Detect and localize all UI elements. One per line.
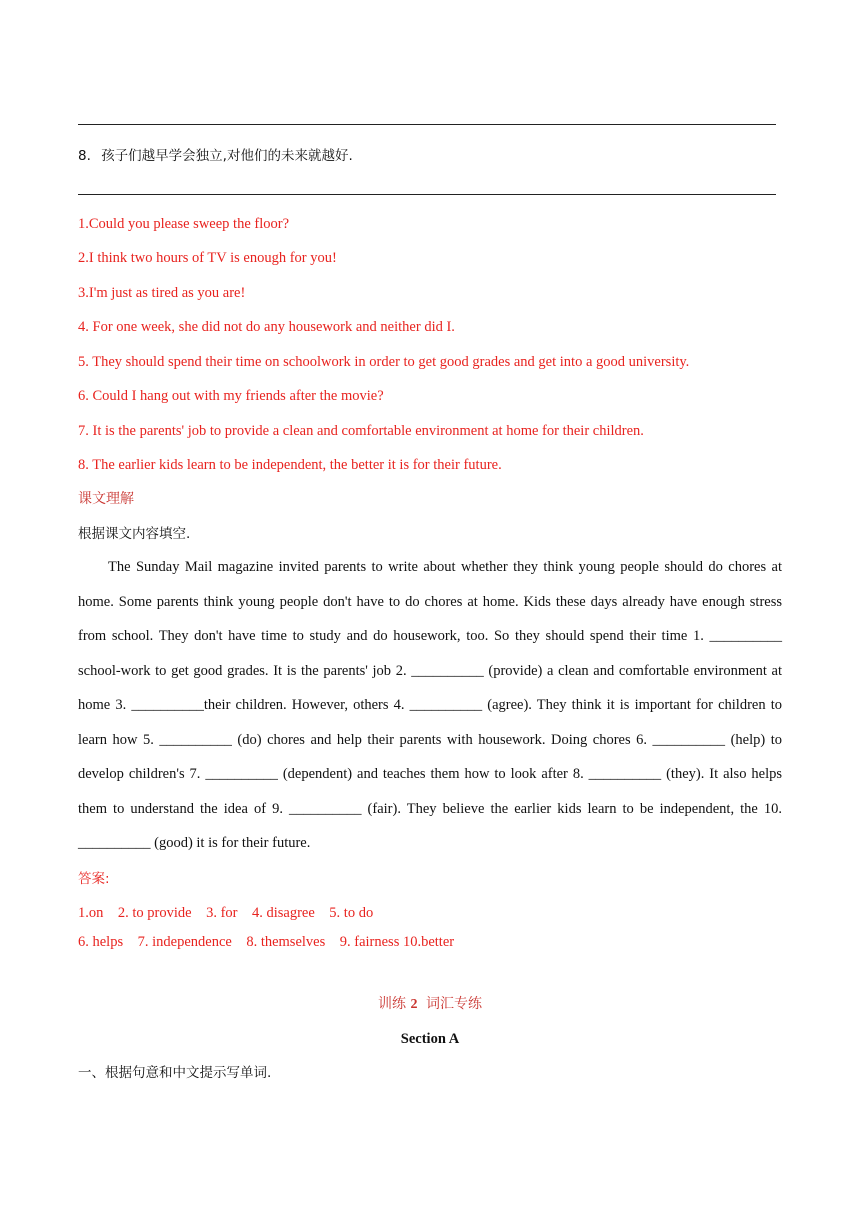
section-heading: 课文理解 xyxy=(78,491,134,507)
answer-item: 4. For one week, she did not do any housework and neither did I. xyxy=(78,319,455,335)
question-8-text: 孩子们越早学会独立,对他们的未来就越好. xyxy=(101,148,353,164)
reading-passage xyxy=(78,550,782,861)
answer-item: 5. They should spend their time on schoolwork in order to get good grades and get into a good university. xyxy=(78,354,690,370)
answer-key-line-2: 6. helps 7. independence 8. themselves 9. fairness 10.better xyxy=(78,934,455,950)
answer-item: 7. It is the parents' job to provide a clean and comfortable environment at home for their children. xyxy=(78,423,644,439)
answer-line-7 xyxy=(78,124,776,125)
training-title xyxy=(0,994,860,1015)
answer-item: 6. Could I hang out with my friends after the movie? xyxy=(78,388,384,404)
training-title-prefix: 训练 xyxy=(378,996,407,1012)
training-title-number: 2 xyxy=(410,997,418,1012)
answer-line-8 xyxy=(78,194,776,195)
answer-key-line-1: 1.on 2. to provide 3. for 4. disagree 5. to do xyxy=(78,905,374,921)
exercise-instruction: 一、根据句意和中文提示写单词. xyxy=(78,1065,272,1081)
passage-text: The Sunday Mail magazine invited parents to write about whether they think young people should do chores at home. Some parents think young people don't have to do chores at home. Kids these days already have enough stress from school. They don't have time to study and do housework, too. So they should spend their time 1. __________ school-work to get good grades. It is the parents' job 2. __________ (provide) a clean and comfortable environment at home 3. __________their children. However, others 4. __________ (agree). They think it is important for children to learn how 5. __________ (do) chores and help their parents with housework. Doing chores 6. __________ (help) to develop children's 7. __________ (dependent) and teaches them how to look after 8. __________ (they). It also helps them to understand the idea of 9. __________ (fair). They believe the earlier kids learn to be independent, the 10. __________ (good) it is for their future. xyxy=(78,559,782,851)
training-title-suffix: 词汇专练 xyxy=(425,996,482,1012)
question-8-number: 8. xyxy=(78,148,91,164)
answer-item: 8. The earlier kids learn to be independent, the better it is for their future. xyxy=(78,457,502,473)
answer-item: 1.Could you please sweep the floor? xyxy=(78,216,290,232)
answer-item: 2.I think two hours of TV is enough for you! xyxy=(78,250,337,266)
answer-item: 3.I'm just as tired as you are! xyxy=(78,285,246,301)
section-title: Section A xyxy=(400,1031,460,1047)
answer-label: 答案: xyxy=(78,871,110,887)
question-8 xyxy=(78,146,353,166)
instruction: 根据课文内容填空. xyxy=(78,526,191,542)
